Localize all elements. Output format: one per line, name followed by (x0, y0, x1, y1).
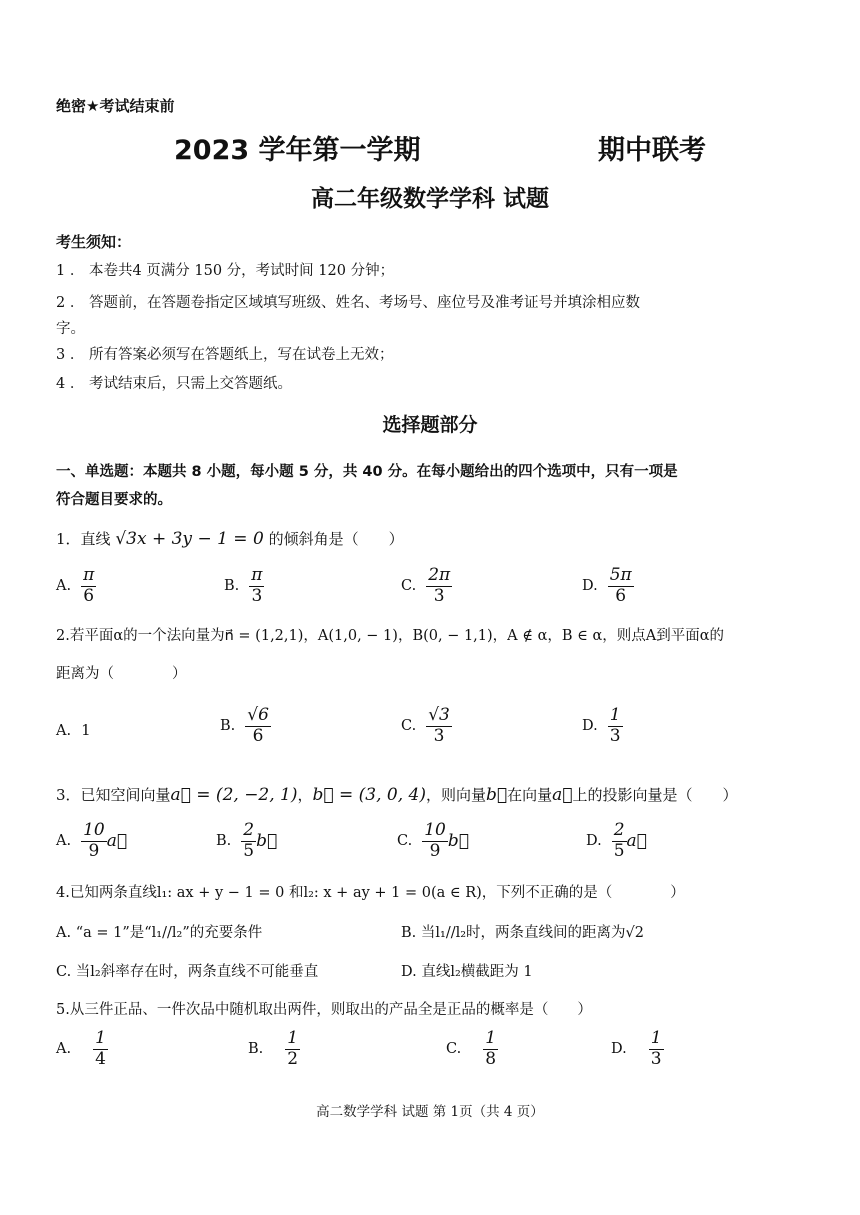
q4-option-c: C. 当l₂斜率存在时，两条直线不可能垂直 (56, 964, 319, 980)
page-footer: 高二数学学科 试题 第 1页（共 4 页） (316, 1104, 544, 1120)
q1-option-c: C. $\frac{2\pi}{3}$ (401, 565, 451, 606)
part1-instructions: 一、单选题：本题共 8 小题，每小题 5 分，共 40 分。在每小题给出的四个选项中，只有一项是 (56, 464, 678, 480)
vector-b-definition: b⃗ = (3, 0, 4) (312, 785, 426, 805)
q4-option-d: D. 直线l₂横截距为 1 (401, 964, 533, 980)
question-3: 3．已知空间向量a⃗ = (2, −2, 1)，b⃗ = (3, 0, 4)，则向量b⃗在向量a⃗上的投影向量是（ ） (56, 785, 738, 805)
notice-item-3: 3 ． 所有答案必须写在答题纸上，写在试卷上无效； (56, 347, 394, 363)
q5-option-a: A. $\frac{1}{4}$ (56, 1028, 106, 1069)
confidential-label: 绝密★考试结束前 (56, 97, 175, 115)
question-1-suffix: 的倾斜角是（ ） (268, 530, 404, 548)
notice-heading: 考生须知： (56, 233, 132, 251)
q2-option-c: C. $\frac{√3}{3}$ (401, 705, 450, 746)
question-1-expression: √3x + 3y − 1 = 0 (115, 529, 264, 549)
section-title: 选择题部分 (382, 414, 478, 436)
q5-option-c: C. $\frac{1}{8}$ (446, 1028, 497, 1069)
notice-item-1: 1 ． 本卷共4 页满分 150 分，考试时间 120 分钟； (56, 263, 395, 279)
question-1-prefix: 1．直线 (56, 530, 111, 548)
q1-option-a: A. $\frac{\pi}{6}$ (56, 565, 95, 606)
part1-instructions-cont: 符合题目要求的。 (56, 492, 172, 508)
question-2-cont: 距离为（ ） (56, 666, 187, 682)
q4-option-b: B. 当l₁//l₂时，两条直线间的距离为√2 (401, 925, 645, 941)
q1-option-b: B. $\frac{\pi}{3}$ (224, 565, 263, 606)
q4-option-a: A. “a = 1”是“l₁//l₂”的充要条件 (56, 925, 263, 941)
question-5: 5.从三件正品、一件次品中随机取出两件，则取出的产品全是正品的概率是（ ） (56, 1002, 592, 1018)
q5-option-b: B. $\frac{1}{2}$ (248, 1028, 299, 1069)
q2-option-d: D. $\frac{1}{3}$ (582, 705, 621, 746)
notice-item-2-cont: 字。 (56, 321, 85, 337)
question-4: 4.已知两条直线l₁: ax + y − 1 = 0 和l₂: x + ay + 1 = 0(a ∈ R)，下列不正确的是（ ） (56, 885, 685, 901)
exam-type-title: 期中联考 (598, 135, 706, 166)
exam-subject-title: 高二年级数学学科 试题 (310, 186, 549, 212)
vector-a-definition: a⃗ = (2, −2, 1) (170, 785, 298, 805)
notice-item-4: 4 ． 考试结束后，只需上交答题纸。 (56, 376, 292, 392)
q2-option-a: A. 1 (56, 721, 91, 739)
q5-option-d: D. $\frac{1}{3}$ (611, 1028, 662, 1069)
question-2: 2.若平面α的一个法向量为n⃗ = (1,2,1)，A(1,0, − 1)，B(0, − 1,1)，A ∉ α，B ∈ α，则点A到平面α的 (56, 628, 725, 644)
q3-option-b: B. $\frac{2}{5}$ b⃗ (216, 820, 278, 861)
q3-option-a: A. $\frac{10}{9}$ a⃗ (56, 820, 128, 861)
q1-option-d: D. $\frac{5\pi}{6}$ (582, 565, 632, 606)
q3-option-c: C. $\frac{10}{9}$ b⃗ (397, 820, 469, 861)
q3-option-d: D. $\frac{2}{5}$ a⃗ (586, 820, 647, 861)
exam-term-title: 2023 学年第一学期 (174, 135, 421, 166)
q2-option-b: B. $\frac{√6}{6}$ (220, 705, 269, 746)
question-1 (56, 528, 404, 549)
notice-item-2: 2 ． 答题前，在答题卷指定区域填写班级、姓名、考场号、座位号及准考证号并填涂相应数 (56, 295, 640, 311)
